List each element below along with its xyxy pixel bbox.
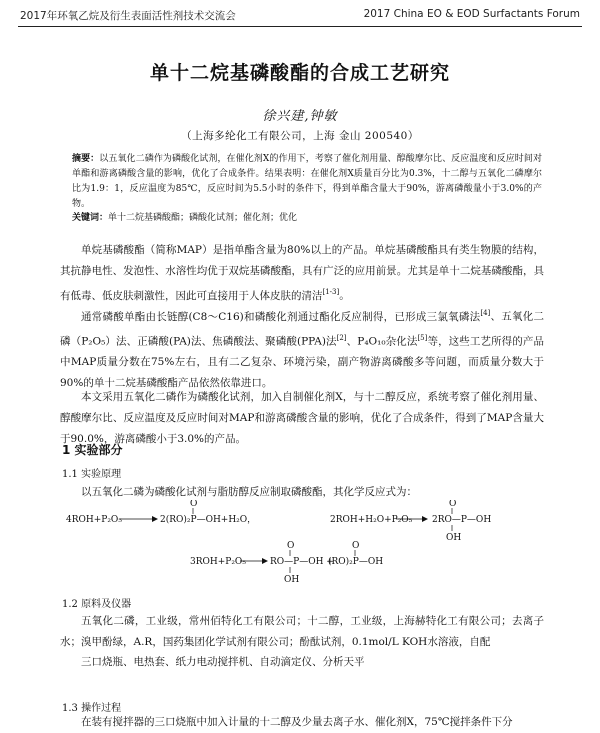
r2-arrowhead	[422, 516, 428, 522]
paragraph-procedure: 在装有搅拌器的三口烧瓶中加入计量的十二醇及少量去离子水、催化剂X，75℃搅拌条件下分	[81, 716, 513, 728]
header-right: 2017 China EO & EOD Surfactants Forum	[363, 8, 580, 20]
r2-hydroxyl: OH	[446, 533, 462, 543]
subsection-heading-1-1: 1.1 实验原理	[62, 469, 122, 480]
paragraph-methods-review	[60, 303, 544, 394]
para2-ref1: [4]	[480, 309, 491, 317]
abstract-text: 以五氧化二磷作为磷酸化试剂，在催化剂X的作用下，考察了催化剂用量、醇酸摩尔比、反应温度和反应时间对单酯和游离磷酸含量的影响，优化了合成条件。结果表明：在催化剂X质量百分比为0.3%，十二醇与五氧化二磷摩尔比为1.9：1，反应温度为85℃，反应时间为5.5小时的条件下，得到单酯含量大于90%，游离磷酸量小于3.0%的产物。	[72, 154, 542, 209]
r2-products: 2RO—P—OH	[432, 515, 492, 525]
section-heading-1: 1 实验部分	[62, 443, 123, 457]
keywords-text: 单十二烷基磷酸酯；磷酸化试剂；催化剂；优化	[108, 213, 298, 223]
para3-text: 本文采用五氧化二磷作为磷酸化试剂，加入自制催化剂X，与十二醇反应，系统考察了催化剂用量、醇酸摩尔比、反应温度及反应时间对MAP和游离磷酸含量的影响，优化了合成条件，得到了MAP含量大于90.0%，游离磷酸小于3.0%的产品。	[60, 391, 544, 445]
r1-oxygen: O	[190, 500, 198, 509]
paper-title: 单十二烷基磷酸酯的合成工艺研究	[149, 62, 450, 84]
para1-ref: [1-3]	[322, 288, 340, 296]
svg-text:O: O	[287, 541, 295, 551]
para2-a: 通常磷酸单酯由长链醇(C8～C16)和磷酸化剂通过酯化反应制得，已形成三氯氧磷法	[81, 310, 481, 323]
subsection-heading-1-2: 1.2 原料及仪器	[62, 599, 132, 610]
header-rule	[18, 26, 582, 27]
keywords-label: 关键词：	[72, 213, 109, 223]
r1-reactants: 4ROH+P₂O₅	[66, 515, 122, 525]
affiliation: （上海多纶化工有限公司，上海 金山 200540）	[181, 130, 419, 142]
authors: 徐兴建,钟敏	[262, 109, 338, 124]
r1-products: 2(RO)₂P—OH+H₂O，	[160, 515, 257, 525]
svg-text:OH: OH	[284, 575, 300, 585]
svg-text:O: O	[352, 541, 360, 551]
para2-ref3: [5]	[417, 333, 428, 342]
r3-monoester: RO—P—OH +	[270, 557, 334, 567]
equation-intro: 以五氧化二磷为磷酸化试剂与脂肪醇反应制取磷酸酯，其化学反应式为：	[81, 486, 417, 498]
paragraph-instruments: 三口烧瓶、电热套、纸力电动搅拌机、自动滴定仪、分析天平	[81, 656, 365, 668]
paragraph-materials: 五氧化二磷，工业级，常州佰特化工有限公司；十二醇，工业级，上海赫特化工有限公司；去离子水；溴甲酚绿，A.R，国药集团化学试剂有限公司；酚酞试剂，0.1mol/L KOH水溶液，自配	[60, 615, 544, 648]
reaction-equations	[0, 500, 600, 595]
abstract	[72, 152, 542, 212]
r3-reactants: 3ROH+P₂O₅	[190, 557, 246, 567]
r2-oxygen: O	[449, 500, 457, 509]
para2-b: 、五氧化二磷（P₂O₅）法、正磷酸(PA)法、焦磷酸法、聚磷酸(PPA)法	[60, 310, 545, 347]
r1-arrowhead	[152, 516, 158, 522]
abstract-label: 摘要：	[72, 154, 100, 164]
para1-text: 单烷基磷酸酯（简称MAP）是指单酯含量为80%以上的产品。单烷基磷酸酯具有类生物膜的结构，其抗静电性、发泡性、水溶性均优于双烷基磷酸酯，具有广泛的应用前景。尤其是单十二烷基磷酸酯，具有低毒、低皮肤刺激性，因此可直接用于人体皮肤的清洁	[60, 244, 544, 302]
header-left: 2017年环氧乙烷及衍生表面活性剂技术交流会	[20, 10, 236, 22]
subsection-heading-1-3: 1.3 操作过程	[62, 703, 122, 714]
para2-ref2: [2]	[336, 333, 347, 342]
para2-d: 等，这些工艺所得的产品中MAP质量分数在75%左右，且有二乙复杂、环境污染，副产物游离磷酸多等问题，而质量分数大于90%的单十二烷基磷酸酯产品依然依靠进口。	[60, 335, 544, 389]
keywords	[72, 211, 542, 226]
r3-diester: (RO)₂P—OH	[328, 557, 384, 567]
paragraph-aim	[60, 387, 544, 450]
para2-c: 、P₄O₁₀杂化法	[346, 335, 418, 347]
paragraph-intro: 单烷基磷酸酯（简称MAP）是指单酯含量为80%以上的产品。单烷基磷酸酯具有类生物膜的结构，其抗静电性、发泡性、水溶性均优于双烷基磷酸酯，具有广泛的应用前景。尤其是单十二烷基磷酸酯，具有低毒、低皮肤刺激性，因此可直接用于人体皮肤的清洁[1-3]。	[60, 244, 544, 302]
r2-reactants: 2ROH+H₂O+P₂O₅	[330, 515, 413, 525]
r3-arrowhead	[262, 558, 268, 564]
